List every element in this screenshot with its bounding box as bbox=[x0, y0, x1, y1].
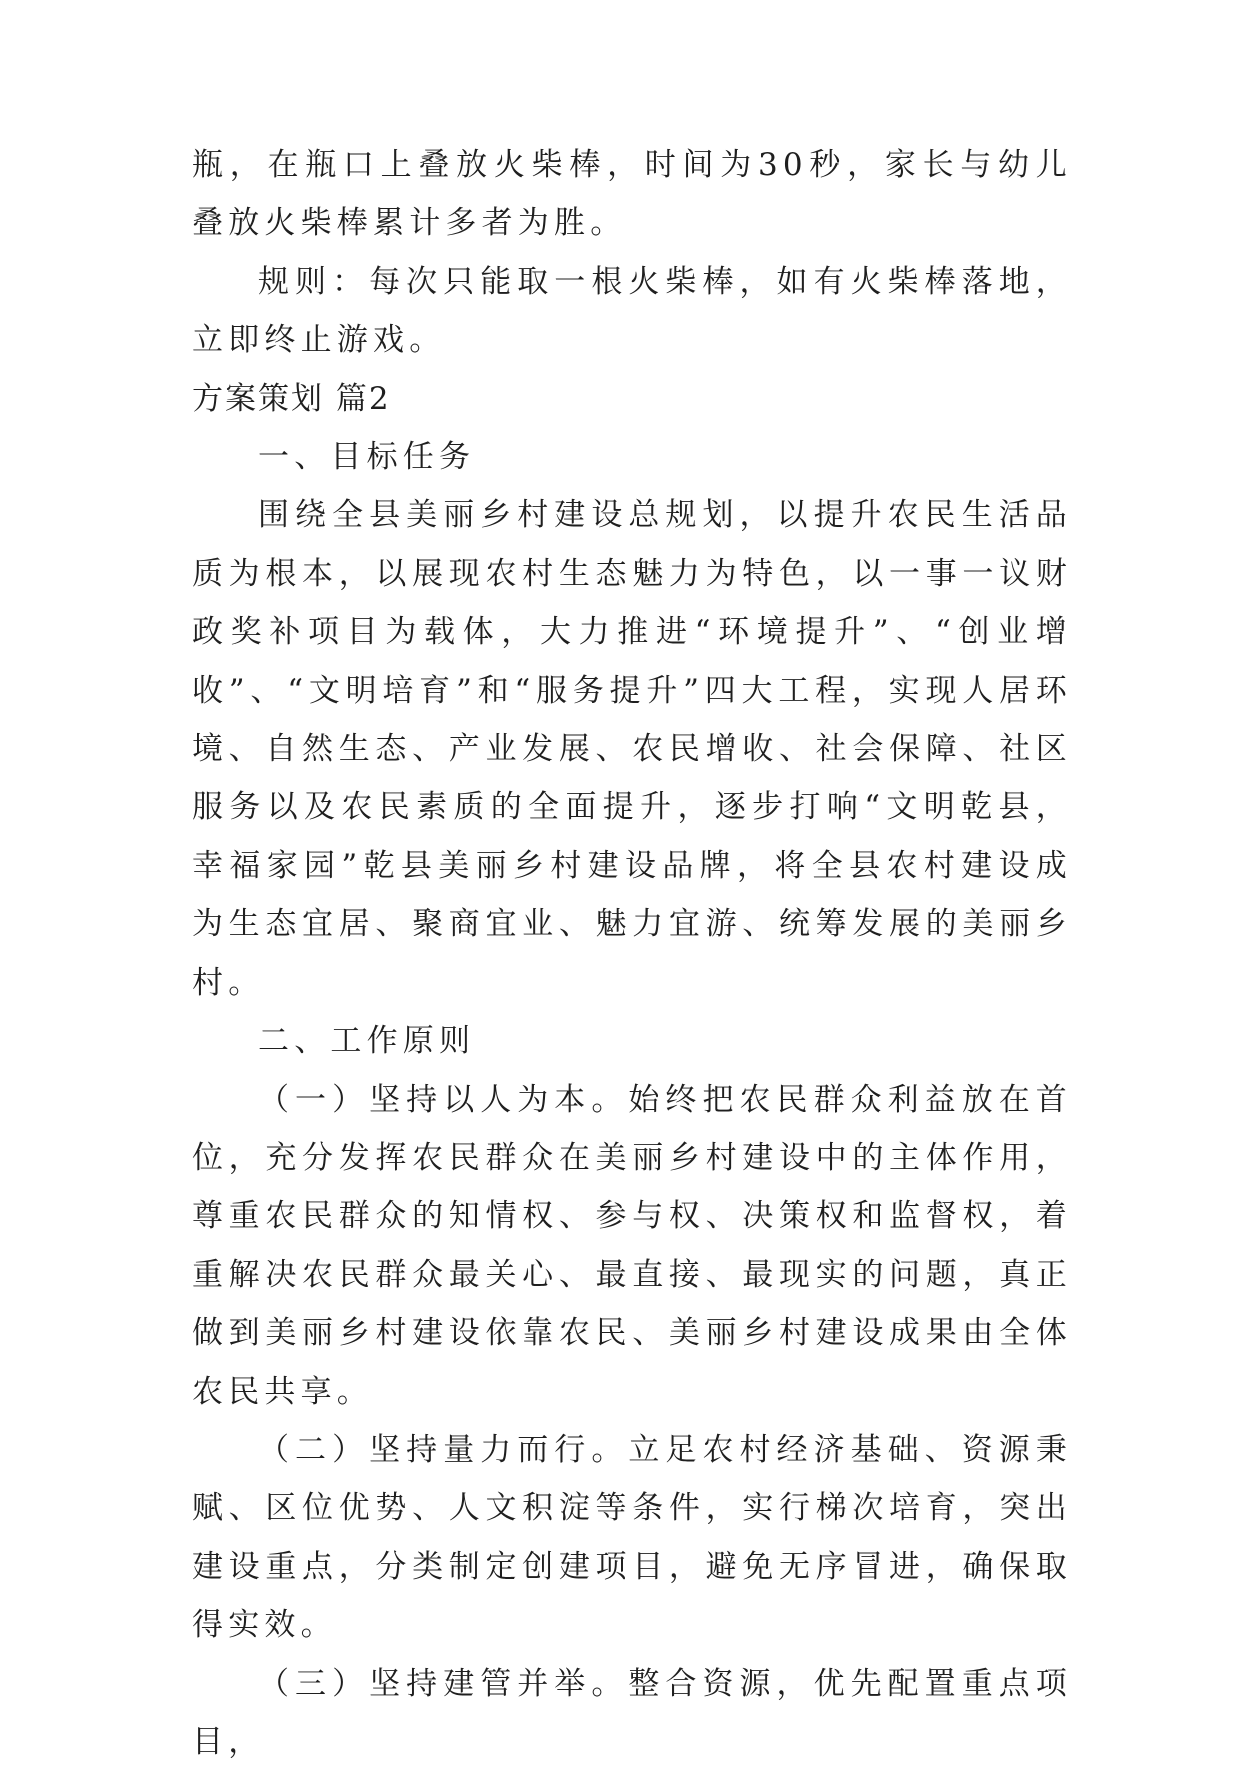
paragraph-principle-2: （二）坚持量力而行。立足农村经济基础、资源秉赋、区位优势、人文积淀等条件，实行梯次培育，突出建设重点，分类制定创建项目，避免无序冒进，确保取得实效。 bbox=[192, 1431, 1072, 1644]
document-page bbox=[192, 136, 1072, 1771]
paragraph-goals: 围绕全县美丽乡村建设总规划，以提升农民生活品质为根本，以展现农村生态魅力为特色，以一事一议财政奖补项目为载体，大力推进“环境提升”、“创业增收”、“文明培育”和“服务提升”四大工程，实现人居环境、自然生态、产业发展、农民增收、社会保障、社区服务以及农民素质的全面提升，逐步打响“文明乾县，幸福家园”乾县美丽乡村建设品牌，将全县农村建设成为生态宜居、聚商宜业、魅力宜游、统筹发展的美丽乡村。 bbox=[192, 497, 1072, 1001]
paragraph-principle-3: （三）坚持建管并举。整合资源，优先配置重点项目， bbox=[192, 1665, 1072, 1760]
paragraph-rules: 规则：每次只能取一根火柴棒，如有火柴棒落地，立即终止游戏。 bbox=[192, 263, 1072, 359]
heading-principles: 二、工作原则 bbox=[258, 1023, 476, 1060]
paragraph-principle-1: （一）坚持以人为本。始终把农民群众利益放在首位，充分发挥农民群众在美丽乡村建设中的主体作用，尊重农民群众的知情权、参与权、决策权和监督权，着重解决农民群众最关心、最直接、最现实的问题，真正做到美丽乡村建设依靠农民、美丽乡村建设成果由全体农民共享。 bbox=[192, 1081, 1072, 1410]
section-title: 方案策划 篇2 bbox=[192, 380, 391, 417]
heading-goals: 一、目标任务 bbox=[258, 439, 476, 476]
paragraph-continuation: 瓶，在瓶口上叠放火柴棒，时间为30秒，家长与幼儿叠放火柴棒累计多者为胜。 bbox=[192, 147, 1072, 242]
